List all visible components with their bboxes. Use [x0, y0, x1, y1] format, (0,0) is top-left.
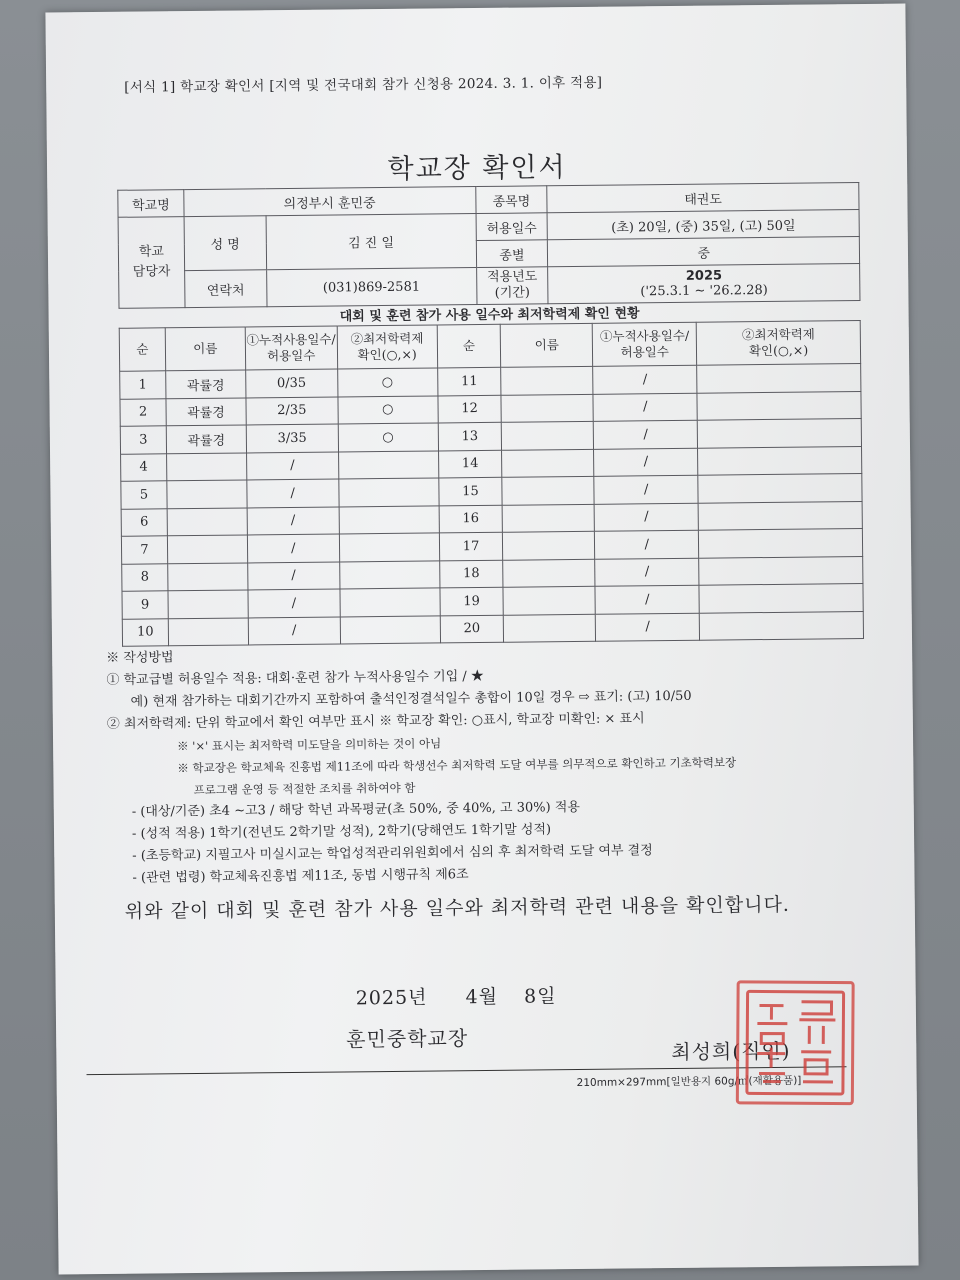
cell-days: 2/35 — [246, 396, 338, 424]
cell-name: 곽률경 — [166, 425, 246, 453]
cell-name — [502, 421, 594, 449]
instruction-line: - (초등학교) 지필고사 미실시교는 학업성적관리위원회에서 심의 후 최저학력 도달 여부 결정 — [132, 843, 653, 864]
cell-days: / — [247, 534, 339, 562]
name-label: 성 명 — [184, 216, 266, 271]
cell-no: 4 — [121, 453, 167, 481]
cell-no: 17 — [439, 532, 503, 560]
cell-name — [503, 559, 595, 587]
instruction-line: - (관련 법령) 학교체육진흥법 제11조, 동법 시행규칙 제6조 — [132, 867, 469, 886]
header-no: 순 — [437, 324, 501, 368]
cell-days: / — [247, 479, 339, 507]
document-sheet — [45, 4, 918, 1275]
cell-check — [697, 419, 861, 448]
status-grid — [119, 320, 864, 647]
header-check: ②최저학력제 확인(○,×) — [337, 325, 437, 369]
instruction-line: 프로그램 운영 등 적절한 조치를 취하여야 함 — [193, 780, 416, 798]
cell-no: 9 — [122, 591, 168, 619]
instruction-line: ① 학교급별 허용일수 적용: 대회·훈련 참가 누적사용일수 기입 / ★ — [106, 668, 484, 688]
cell-no: 13 — [438, 422, 502, 450]
cell-no: 16 — [439, 505, 503, 533]
division-label: 종별 — [476, 240, 548, 268]
event-label: 종목명 — [475, 186, 547, 214]
cell-days: / — [594, 503, 698, 532]
name-value: 김 진 일 — [266, 214, 476, 270]
cell-check — [699, 584, 863, 613]
instruction-line: ※ 학교장은 학교체육 진흥법 제11조에 따라 학생선수 최저학력 도달 여부를 의무적으로 확인하고 기초학력보장 — [177, 755, 737, 776]
cell-check — [697, 391, 861, 420]
cell-check — [699, 611, 863, 640]
event-value: 태권도 — [547, 183, 859, 213]
header-days: ①누적사용일수/ 허용일수 — [593, 322, 697, 366]
cell-no: 15 — [438, 477, 502, 505]
cell-days: / — [595, 585, 699, 614]
cell-no: 8 — [122, 563, 168, 591]
grid-header-row — [119, 321, 860, 372]
school-value: 의정부시 훈민중 — [184, 187, 476, 217]
cell-name — [501, 366, 593, 394]
cell-no: 12 — [438, 395, 502, 423]
instruction-line: 예) 현재 참가하는 대회기간까지 포함하여 출석인정결석일수 총합이 10일 경우 ⇨ 표기: (고) 10/50 — [130, 688, 692, 710]
cell-days: / — [247, 506, 339, 534]
cell-name: 곽률경 — [166, 397, 246, 425]
cell-check: ○ — [338, 395, 438, 424]
cell-days: / — [248, 616, 340, 644]
cell-days: 3/35 — [246, 424, 338, 452]
cell-name — [504, 614, 596, 642]
instruction-line: ※ 작성방법 — [106, 650, 174, 666]
cell-check — [698, 474, 862, 503]
contact-label: 연락처 — [185, 270, 267, 308]
cell-days: / — [595, 558, 699, 587]
cell-name — [168, 562, 248, 590]
seal-graphic — [739, 983, 852, 1102]
principal-title: 훈민중학교장 — [346, 1026, 469, 1052]
cell-no: 10 — [122, 618, 168, 646]
manager-label: 학교 담당자 — [118, 217, 185, 309]
cell-check: ○ — [337, 368, 437, 397]
cell-check — [340, 588, 440, 617]
cell-days: / — [593, 365, 697, 394]
cell-no: 18 — [439, 560, 503, 588]
date-day: 8일 — [523, 985, 557, 1008]
cell-name — [502, 449, 594, 477]
signer-name: 최성희(직인) — [671, 1038, 791, 1065]
contact-value: (031)869-2581 — [266, 268, 476, 307]
cell-check — [699, 556, 863, 585]
cell-days: / — [594, 448, 698, 477]
cell-days: / — [596, 613, 700, 642]
cell-days: 0/35 — [245, 369, 337, 397]
cell-check — [339, 478, 439, 507]
document-date — [356, 981, 557, 1010]
document-title: 학교장 확인서 — [387, 152, 567, 185]
form-header-note: [서식 1] 학교장 확인서 [지역 및 전국대회 참가 신청용 2024. 3. 1. 이후 적용] — [124, 74, 603, 96]
cell-check: ○ — [338, 423, 438, 452]
cell-name — [167, 535, 247, 563]
cell-check — [697, 364, 861, 393]
cell-days: / — [248, 589, 340, 617]
header-name: 이름 — [165, 327, 245, 371]
year-period: ('25.3.1 ~ '26.2.28) — [640, 282, 768, 300]
cell-no: 20 — [440, 615, 504, 643]
instruction-line: ※ '×' 표시는 최저학력 미도달을 의미하는 것이 아님 — [177, 736, 442, 754]
cell-no: 1 — [120, 371, 166, 399]
cell-check — [338, 450, 438, 479]
cell-name: 곽률경 — [166, 370, 246, 398]
cell-name — [168, 590, 248, 618]
cell-check — [698, 446, 862, 475]
cell-name — [503, 504, 595, 532]
cell-no: 14 — [438, 450, 502, 478]
allowed-days-value: (초) 20일, (중) 35일, (고) 50일 — [547, 210, 859, 240]
cell-days: / — [594, 420, 698, 449]
cell-no: 3 — [120, 426, 166, 454]
header-name: 이름 — [501, 323, 593, 367]
official-seal-icon — [736, 980, 855, 1105]
cell-no: 6 — [121, 508, 167, 536]
cell-check — [340, 615, 440, 644]
year-label: 적용년도 (기간) — [476, 267, 548, 305]
cell-name — [166, 452, 246, 480]
year-cell — [548, 264, 860, 304]
paper-spec: 210mm×297mm[일반용지 60g/㎡(재활용품)] — [576, 1074, 802, 1090]
header-no: 순 — [119, 328, 165, 371]
date-year: 2025년 — [355, 986, 428, 1010]
cell-days: / — [593, 393, 697, 422]
cell-check — [339, 560, 439, 589]
confirmation-text: 위와 같이 대회 및 훈련 참가 사용 일수와 최저학력 관련 내용을 확인합니다. — [124, 893, 791, 923]
cell-check — [339, 533, 439, 562]
cell-name — [502, 476, 594, 504]
allowed-days-label: 허용일수 — [476, 213, 548, 241]
cell-name — [167, 480, 247, 508]
cell-no: 11 — [437, 367, 501, 395]
instruction-line: - (대상/기준) 초4 ~고3 / 해당 학년 과목평균(초 50%, 중 40%, 고 30%) 적용 — [131, 799, 581, 820]
cell-name — [503, 531, 595, 559]
cell-no: 2 — [120, 398, 166, 426]
division-value: 중 — [548, 237, 860, 267]
info-table — [117, 182, 860, 309]
cell-no: 5 — [121, 481, 167, 509]
cell-check — [339, 505, 439, 534]
year-value: 2025 — [685, 268, 723, 284]
cell-check — [699, 529, 863, 558]
cell-name — [168, 617, 248, 645]
header-check: ②최저학력제 확인(○,×) — [696, 321, 860, 366]
instruction-line: - (성적 적용) 1학기(전년도 2학기말 성적), 2학기(당해연도 1학기말 성적) — [131, 822, 552, 842]
section-title: 대회 및 훈련 참가 사용 일수와 최저학력제 확인 현황 — [339, 306, 640, 325]
header-days: ①누적사용일수/ 허용일수 — [245, 326, 337, 370]
cell-days: / — [594, 475, 698, 504]
cell-name — [503, 586, 595, 614]
instruction-line: ② 최저학력제: 단위 학교에서 확인 여부만 표시 ※ 학교장 확인: ○표시, 학교장 미확인: × 표시 — [106, 711, 645, 732]
cell-no: 7 — [121, 536, 167, 564]
cell-days: / — [246, 451, 338, 479]
school-label: 학교명 — [118, 190, 184, 218]
cell-check — [698, 501, 862, 530]
instructions — [106, 640, 898, 890]
cell-days: / — [595, 530, 699, 559]
cell-name — [167, 507, 247, 535]
cell-days: / — [247, 561, 339, 589]
cell-name — [501, 394, 593, 422]
date-month: 4월 — [465, 985, 499, 1009]
cell-no: 19 — [440, 587, 504, 615]
